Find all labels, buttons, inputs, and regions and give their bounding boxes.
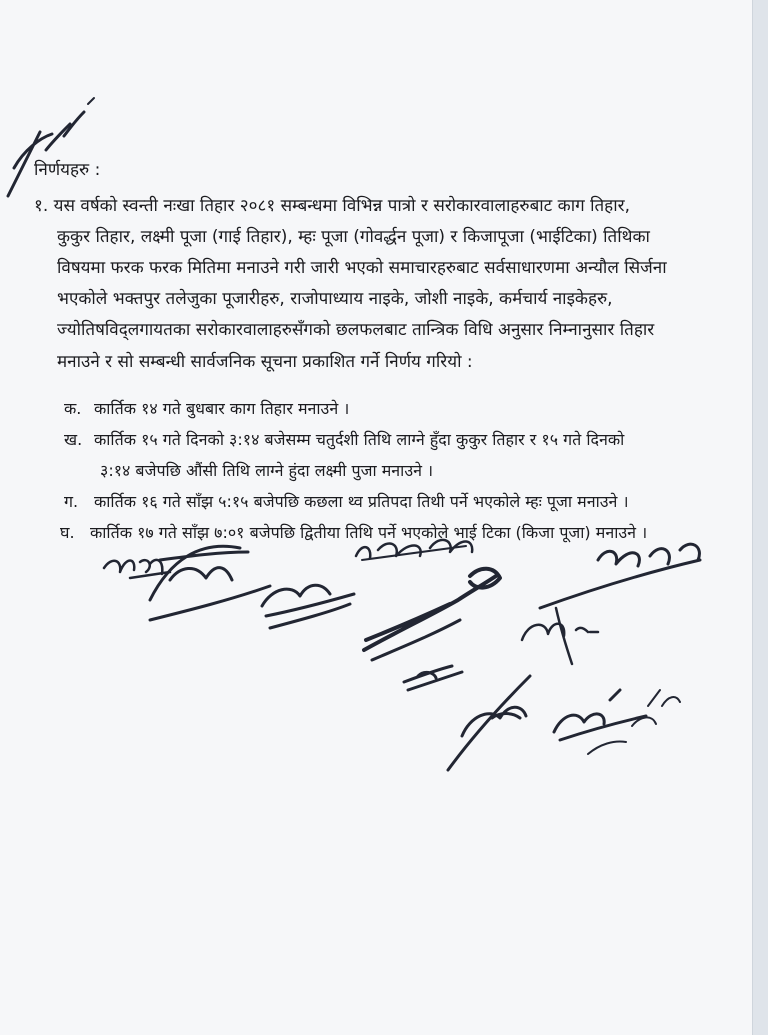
item-marker: क. <box>64 399 82 418</box>
paragraph-line: विषयमा फरक फरक मितिमा मनाउने गरी जारी भएको समाचारहरुबाट सर्वसाधारणमा अन्यौल सिर्जना <box>57 258 667 278</box>
initials-mark <box>8 98 94 196</box>
signature <box>448 676 530 770</box>
item-text: कार्तिक १७ गते साँझ ७:०१ बजेपछि द्वितीया तिथि पर्ने भएकोले भाई टिका (किजा पूजा) मनाउने । <box>90 523 648 542</box>
paragraph-line: भएकोले भक्तपुर तलेजुका पूजारीहरु, राजोपाध्याय नाइके, जोशी नाइके, कर्मचार्य नाइकेहरु, <box>57 289 613 309</box>
item-text: कार्तिक १४ गते बुधबार काग तिहार मनाउने । <box>94 399 350 418</box>
signature <box>522 608 598 664</box>
decisions-heading: निर्णयहरु : <box>34 160 101 180</box>
signature <box>540 544 700 608</box>
signature-with-date <box>554 690 680 754</box>
paragraph-line: १. यस वर्षको स्वन्ती नःखा तिहार २०८१ सम्बन्धमा विभिन्न पात्रो र सरोकारवालाहरुबाट काग तिहार, <box>34 196 630 216</box>
item-marker: घ. <box>60 523 75 542</box>
item-text-continuation: ३:१४ बजेपछि औंसी तिथि लाग्ने हुंदा लक्ष्मी पुजा मनाउने । <box>100 461 434 480</box>
item-text: कार्तिक १५ गते दिनको ३:१४ बजेसम्म चतुर्दशी तिथि लाग्ने हुँदा कुकुर तिहार र १५ गते दिनको <box>94 430 625 449</box>
signature <box>150 546 270 620</box>
signature <box>404 666 462 690</box>
item-marker: ख. <box>64 430 83 449</box>
signature <box>104 560 170 578</box>
item-text: कार्तिक १६ गते साँझ ५:१५ बजेपछि कछला थ्व प्रतिपदा तिथी पर्ने भएकोले म्हः पूजा मनाउने । <box>94 492 629 511</box>
signature <box>364 569 500 660</box>
paragraph-line: ज्योतिषविद्लगायतका सरोकारवालाहरुसँगको छलफलबाट तान्त्रिक विधि अनुसार निम्नानुसार तिहार <box>57 320 655 340</box>
paragraph-line: मनाउने र सो सम्बन्धी सार्वजनिक सूचना प्रकाशित गर्ने निर्णय गरियो : <box>57 352 473 372</box>
paragraph-line: कुकुर तिहार, लक्ष्मी पूजा (गाई तिहार), म्हः पूजा (गोवर्द्धन पूजा) र किजापूजा (भाईटिका) तिथिका <box>57 227 650 247</box>
item-marker: ग. <box>64 492 79 511</box>
signature <box>356 540 472 560</box>
signature <box>262 585 354 628</box>
